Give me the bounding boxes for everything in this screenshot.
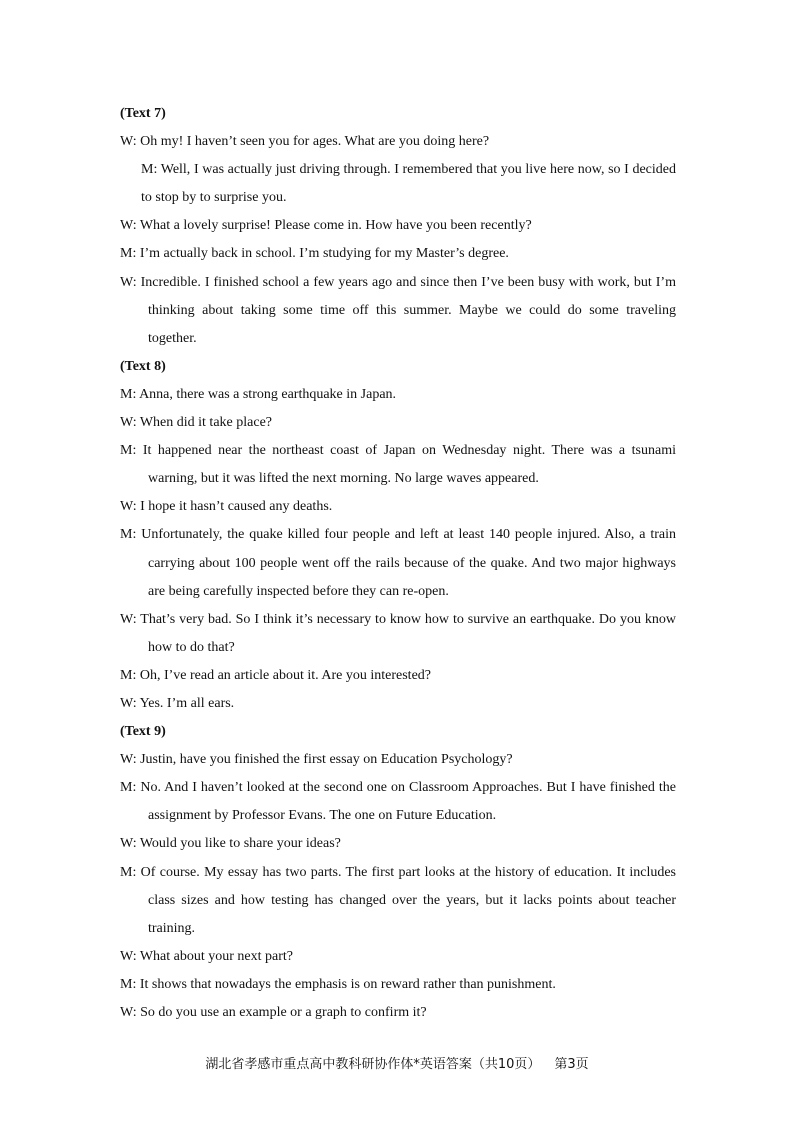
- section-text7: [120, 100, 676, 353]
- dialogue-line: W: Justin, have you finished the first essay on Education Psychology?: [120, 752, 513, 768]
- dialogue-line: W: What about your next part?: [120, 948, 293, 964]
- page-number: 第3页: [554, 1057, 589, 1072]
- section-text8: [120, 353, 676, 718]
- section-heading: (Text 8): [120, 358, 166, 374]
- dialogue-line: M: It happened near the northeast coast of Japan on Wednesday night. There was a tsunami warning, but it was lifted the next morning. No large waves appeared.: [120, 443, 676, 487]
- dialogue-line: W: Would you like to share your ideas?: [120, 836, 341, 852]
- answer-document: [120, 100, 676, 1027]
- dialogue-line: M: Well, I was actually just driving through. I remembered that you live here now, so I decided to stop by to surprise you.: [141, 162, 676, 206]
- dialogue-line: M: Anna, there was a strong earthquake in Japan.: [120, 386, 397, 402]
- page-footer: [0, 1053, 794, 1072]
- dialogue-line: M: It shows that nowadays the emphasis is on reward rather than punishment.: [120, 976, 556, 992]
- dialogue-line: W: Yes. I’m all ears.: [120, 695, 235, 711]
- dialogue-line: W: I hope it hasn’t caused any deaths.: [120, 499, 333, 515]
- section-heading: (Text 9): [120, 724, 166, 740]
- dialogue-line: M: I’m actually back in school. I’m studying for my Master’s degree.: [120, 246, 509, 262]
- dialogue-line: W: That’s very bad. So I think it’s necessary to know how to survive an earthquake. Do you know how to do that?: [120, 611, 676, 655]
- dialogue-line: M: Oh, I’ve read an article about it. Are you interested?: [120, 667, 431, 683]
- dialogue-line: M: Of course. My essay has two parts. The first part looks at the history of education. It includes class sizes and how testing has changed over the years, but it lacks points about teacher training.: [120, 864, 676, 936]
- dialogue-line: W: Oh my! I haven’t seen you for ages. What are you doing here?: [120, 134, 490, 150]
- dialogue-line: W: What a lovely surprise! Please come in. How have you been recently?: [120, 218, 532, 234]
- dialogue-line: M: No. And I haven’t looked at the second one on Classroom Approaches. But I have finished the assignment by Professor Evans. The one on Future Education.: [120, 780, 676, 824]
- dialogue-line: M: Unfortunately, the quake killed four people and left at least 140 people injured. Also, a train carrying about 100 people went off the rails because of the quake. And two major highways are being carefully inspected before they can re-open.: [120, 527, 676, 599]
- section-heading: (Text 7): [120, 106, 166, 121]
- footer-title: 湖北省孝感市重点高中教科研协作体*英语答案（共10页）: [205, 1057, 541, 1072]
- section-text9: [120, 718, 676, 1027]
- dialogue-line: W: So do you use an example or a graph to confirm it?: [120, 1005, 427, 1020]
- dialogue-line: W: When did it take place?: [120, 415, 272, 431]
- dialogue-line: W: Incredible. I finished school a few years ago and since then I’ve been busy with work, but I’m thinking about taking some time off this summer. Maybe we could do some traveling together.: [120, 274, 676, 346]
